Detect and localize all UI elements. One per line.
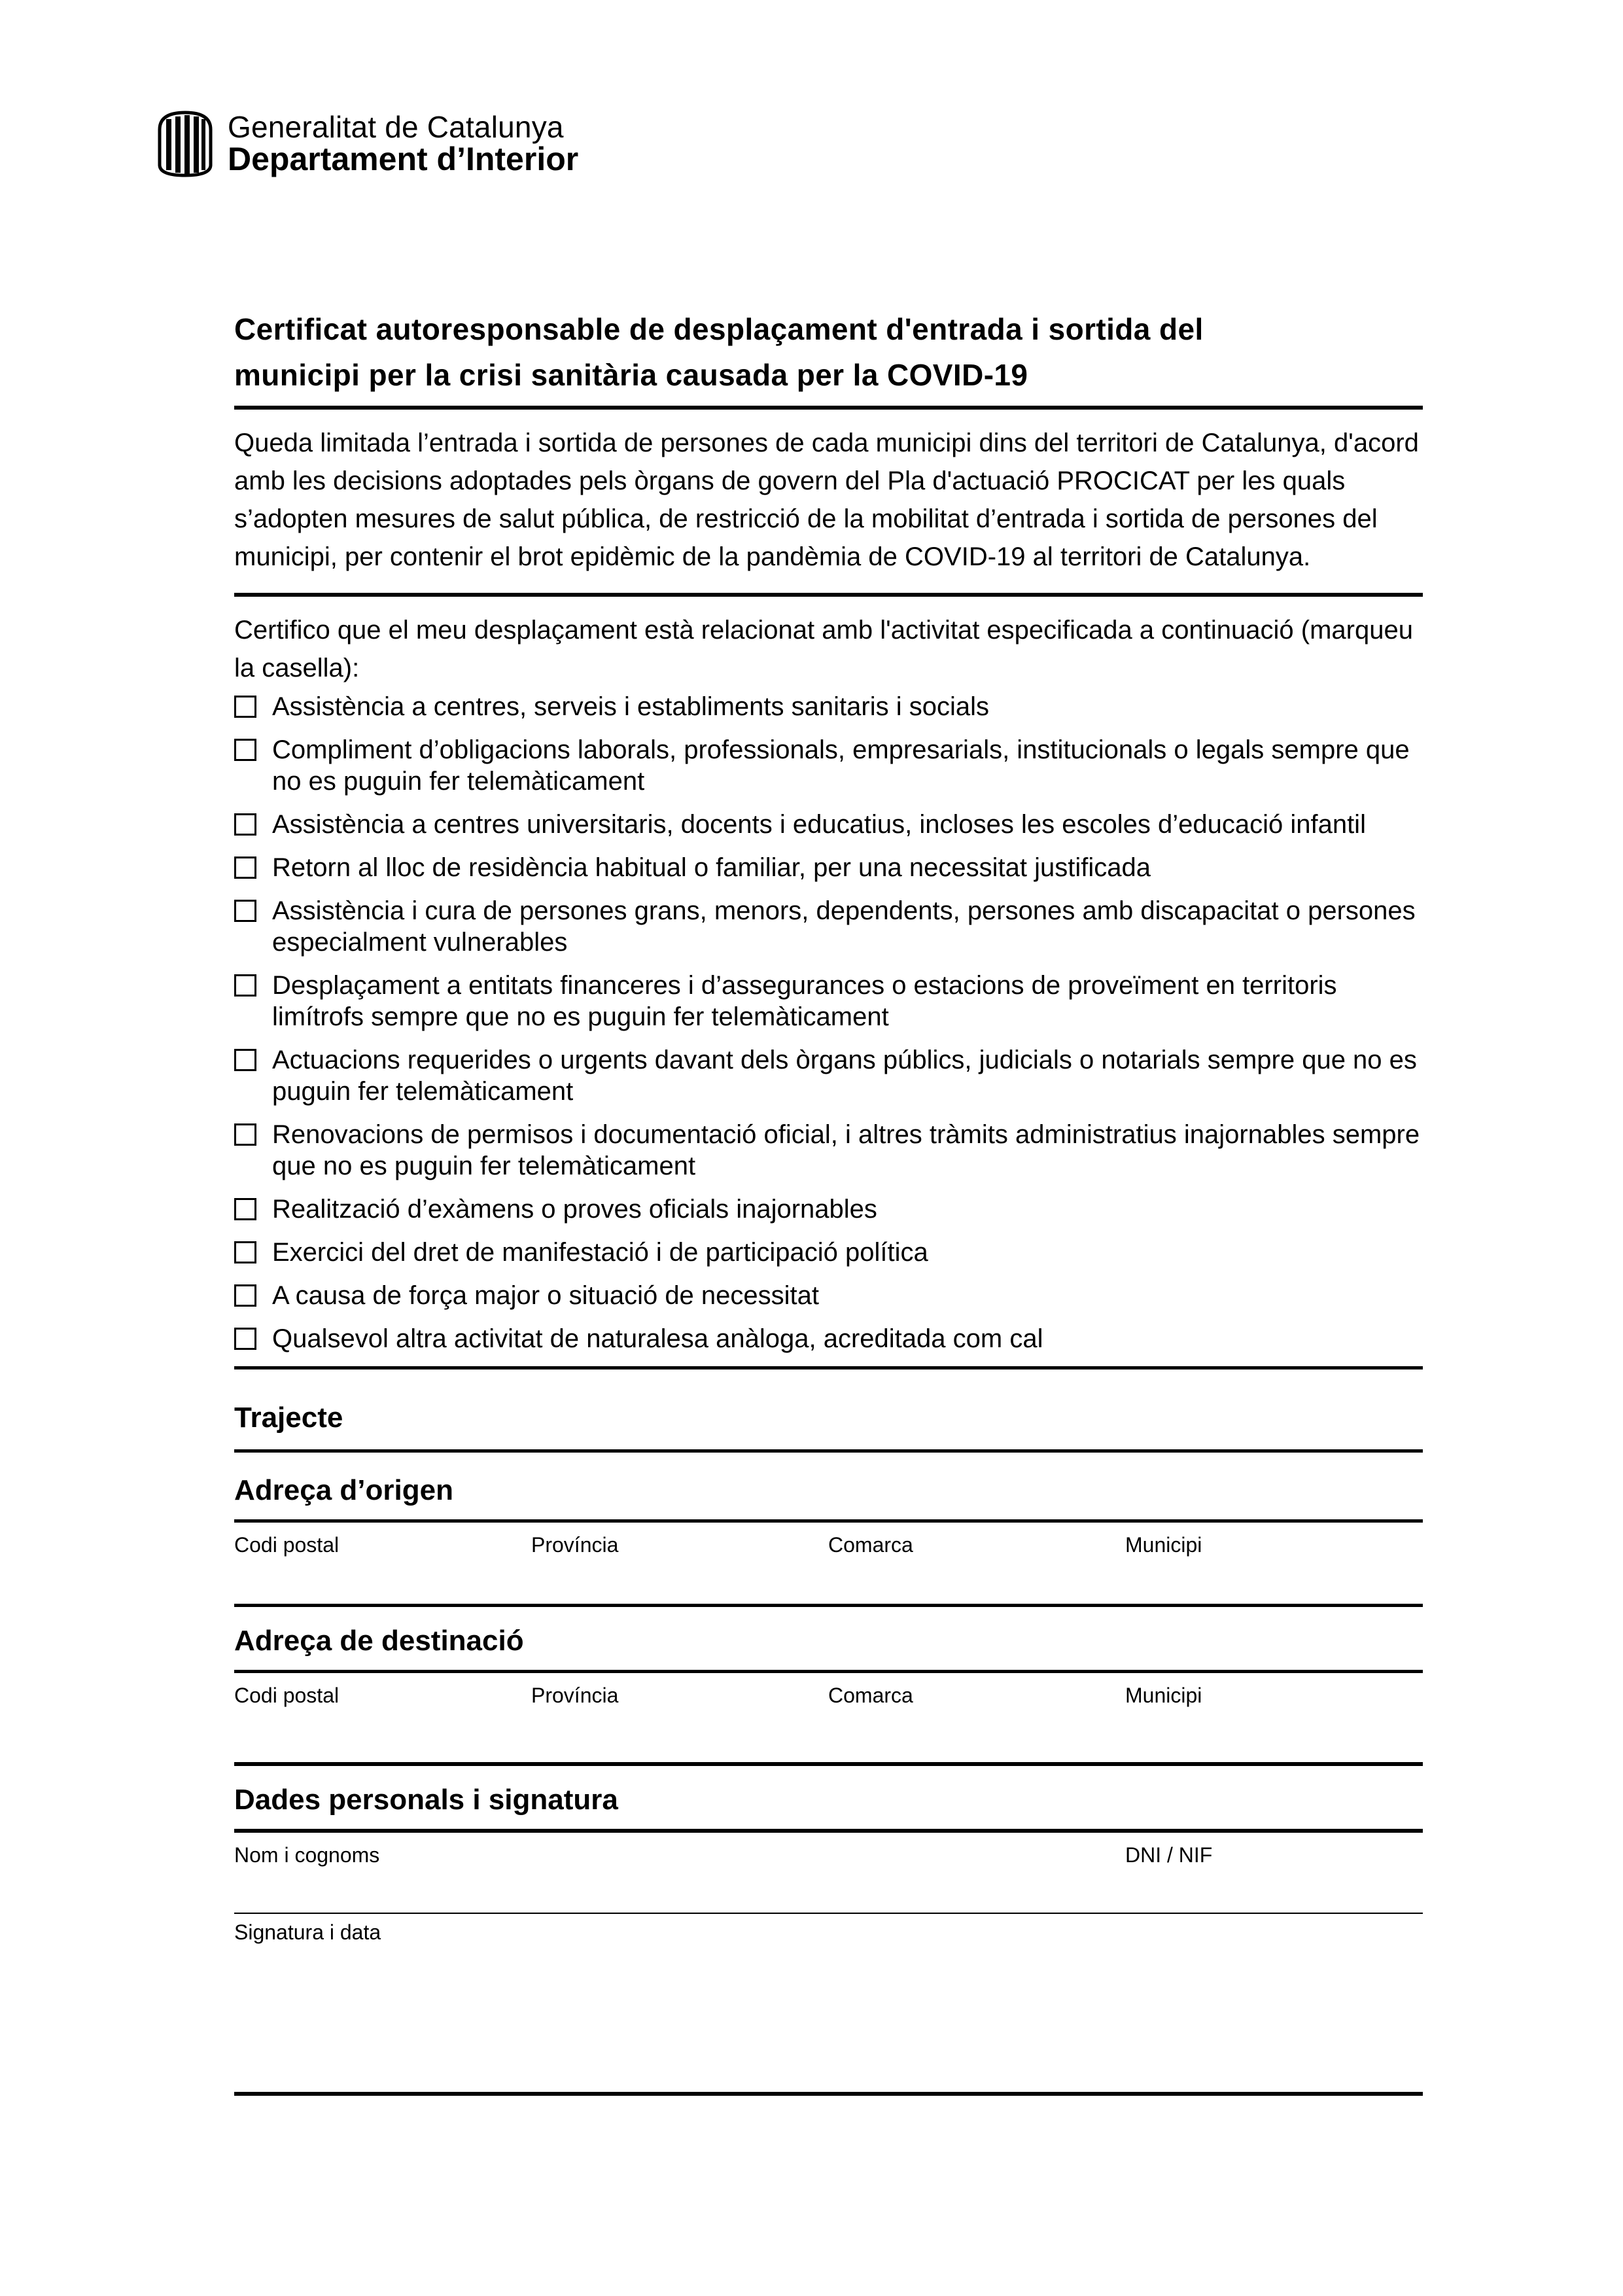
certify-paragraph: Certifico que el meu desplaçament està relacionat amb l'activitat especificada a continuació (marqueu la casella): — [234, 616, 1413, 682]
destination-postal-code-input[interactable] — [234, 1708, 534, 1749]
option-label: A causa de força major o situació de necessitat — [272, 1281, 820, 1310]
option-checkbox[interactable] — [234, 813, 256, 836]
postal-code-label: Codi postal — [234, 1684, 340, 1707]
province-label: Província — [531, 1684, 619, 1707]
option-checkbox[interactable] — [234, 1123, 256, 1146]
option-label: Renovacions de permisos i documentació oficial, i altres tràmits administratius inajornables sempre que no es puguin fer telemàticament — [272, 1120, 1420, 1180]
origin-bottom-divider — [234, 1604, 1423, 1607]
option-label: Desplaçament a entitats financeres i d’assegurances o estacions de proveïment en territoris limítrofs sempre que no es puguin fer telemàticament — [272, 971, 1337, 1031]
activity-option[interactable] — [234, 734, 1423, 797]
origin-fields — [234, 1532, 1423, 1598]
document-title-line-2: municipi per la crisi sanitària causada per la COVID-19 — [234, 358, 1028, 392]
signature-bottom-divider — [234, 2092, 1423, 2096]
county-label: Comarca — [828, 1684, 913, 1707]
id-number-label: DNI / NIF — [1125, 1843, 1213, 1867]
option-checkbox[interactable] — [234, 1241, 256, 1263]
origin-postal-code-input[interactable] — [234, 1558, 534, 1598]
destination-fields — [234, 1682, 1423, 1749]
option-checkbox[interactable] — [234, 696, 256, 718]
option-checkbox[interactable] — [234, 1049, 256, 1071]
option-label: Compliment d’obligacions laborals, professionals, empresarials, institucionals o legals sempre que no es puguin fer telemàticament — [272, 735, 1410, 796]
document-title-line-1: Certificat autoresponsable de desplaçament d'entrada i sortida del — [234, 312, 1204, 346]
activity-option[interactable] — [234, 1237, 1423, 1268]
activity-option[interactable] — [234, 1280, 1423, 1311]
destination-municipality-input[interactable] — [1125, 1708, 1425, 1749]
activity-options — [234, 691, 1423, 1354]
option-checkbox[interactable] — [234, 974, 256, 997]
destination-postal-code-field — [234, 1682, 531, 1749]
intro-divider — [234, 593, 1423, 597]
org-name: Generalitat de Catalunya — [228, 110, 564, 145]
option-checkbox[interactable] — [234, 900, 256, 922]
document-title — [234, 306, 1423, 398]
option-checkbox[interactable] — [234, 1328, 256, 1350]
title-divider — [234, 406, 1423, 410]
destination-county-input[interactable] — [828, 1708, 1128, 1749]
origin-postal-code-field — [234, 1532, 531, 1598]
option-checkbox[interactable] — [234, 857, 256, 879]
signature-fields — [234, 1919, 1423, 2089]
origin-municipality-input[interactable] — [1125, 1558, 1425, 1598]
option-checkbox[interactable] — [234, 739, 256, 761]
activity-option[interactable] — [234, 691, 1423, 722]
options-divider — [234, 1366, 1423, 1369]
origin-divider — [234, 1519, 1423, 1523]
activity-option[interactable] — [234, 1044, 1423, 1107]
option-label: Exercici del dret de manifestació i de participació política — [272, 1238, 928, 1267]
personal-data-divider — [234, 1829, 1423, 1833]
destination-bottom-divider — [234, 1762, 1423, 1766]
trajecte-divider — [234, 1449, 1423, 1453]
destination-divider — [234, 1670, 1423, 1673]
municipality-label: Municipi — [1125, 1684, 1202, 1707]
page-header — [157, 110, 578, 178]
province-label: Província — [531, 1533, 619, 1557]
generalitat-catalunya-logo-icon — [157, 110, 213, 178]
origin-address-title: Adreça d’origen — [234, 1474, 453, 1506]
personal-data-title: Dades personals i signatura — [234, 1784, 618, 1816]
option-label: Qualsevol altra activitat de naturalesa anàloga, acreditada com cal — [272, 1324, 1043, 1353]
option-checkbox[interactable] — [234, 1284, 256, 1307]
county-label: Comarca — [828, 1533, 913, 1557]
full-name-label: Nom i cognoms — [234, 1843, 380, 1867]
destination-address-title: Adreça de destinació — [234, 1625, 524, 1657]
option-label: Assistència i cura de persones grans, menors, dependents, persones amb discapacitat o persones especialment vulnerables — [272, 896, 1416, 957]
full-name-input[interactable] — [234, 1868, 1128, 1909]
destination-county-field — [828, 1682, 1125, 1749]
destination-province-field — [531, 1682, 828, 1749]
option-label: Actuacions requerides o urgents davant dels òrgans públics, judicials o notarials sempre que no es puguin fer telemàticament — [272, 1046, 1417, 1106]
id-number-field — [1125, 1842, 1422, 1909]
id-number-input[interactable] — [1125, 1868, 1425, 1909]
department-name: Departament d’Interior — [228, 140, 579, 177]
activity-option[interactable] — [234, 970, 1423, 1033]
option-label: Assistència a centres, serveis i establiments sanitaris i socials — [272, 692, 989, 721]
option-label: Realització d’exàmens o proves oficials inajornables — [272, 1195, 877, 1224]
origin-county-field — [828, 1532, 1125, 1598]
option-label: Assistència a centres universitaris, docents i educatius, incloses les escoles d’educació infantil — [272, 810, 1366, 839]
destination-province-input[interactable] — [531, 1708, 831, 1749]
signature-field — [234, 1919, 1423, 2089]
activity-option[interactable] — [234, 1119, 1423, 1182]
form-content — [234, 306, 1423, 2096]
origin-county-input[interactable] — [828, 1558, 1128, 1598]
origin-municipality-field — [1125, 1532, 1422, 1598]
activity-option[interactable] — [234, 852, 1423, 883]
origin-province-field — [531, 1532, 828, 1598]
option-checkbox[interactable] — [234, 1198, 256, 1220]
activity-option[interactable] — [234, 1193, 1423, 1225]
trajecte-title: Trajecte — [234, 1402, 343, 1434]
destination-municipality-field — [1125, 1682, 1422, 1749]
activity-option[interactable] — [234, 895, 1423, 958]
signature-label: Signatura i data — [234, 1920, 381, 1944]
origin-province-input[interactable] — [531, 1558, 831, 1598]
intro-paragraph: Queda limitada l’entrada i sortida de persones de cada municipi dins del territori de Catalunya, d'acord amb les decisions adoptades pels òrgans de govern del Pla d'actuació PROCICAT per les quals s’adopten mesures de salut pública, de restricció de la mobilitat d’entrada i sortida de persones del municipi, per contenir el brot epidèmic de la pandèmia de COVID-19 al territori de Catalunya. — [234, 429, 1419, 571]
option-label: Retorn al lloc de residència habitual o familiar, per una necessitat justificada — [272, 853, 1151, 882]
full-name-field — [234, 1842, 1125, 1909]
signature-area[interactable] — [234, 1945, 1423, 2089]
personal-fields — [234, 1842, 1423, 1909]
personal-thin-divider — [234, 1913, 1423, 1914]
postal-code-label: Codi postal — [234, 1533, 340, 1557]
municipality-label: Municipi — [1125, 1533, 1202, 1557]
activity-option[interactable] — [234, 1323, 1423, 1354]
org-names — [228, 112, 578, 176]
activity-option[interactable] — [234, 809, 1423, 840]
